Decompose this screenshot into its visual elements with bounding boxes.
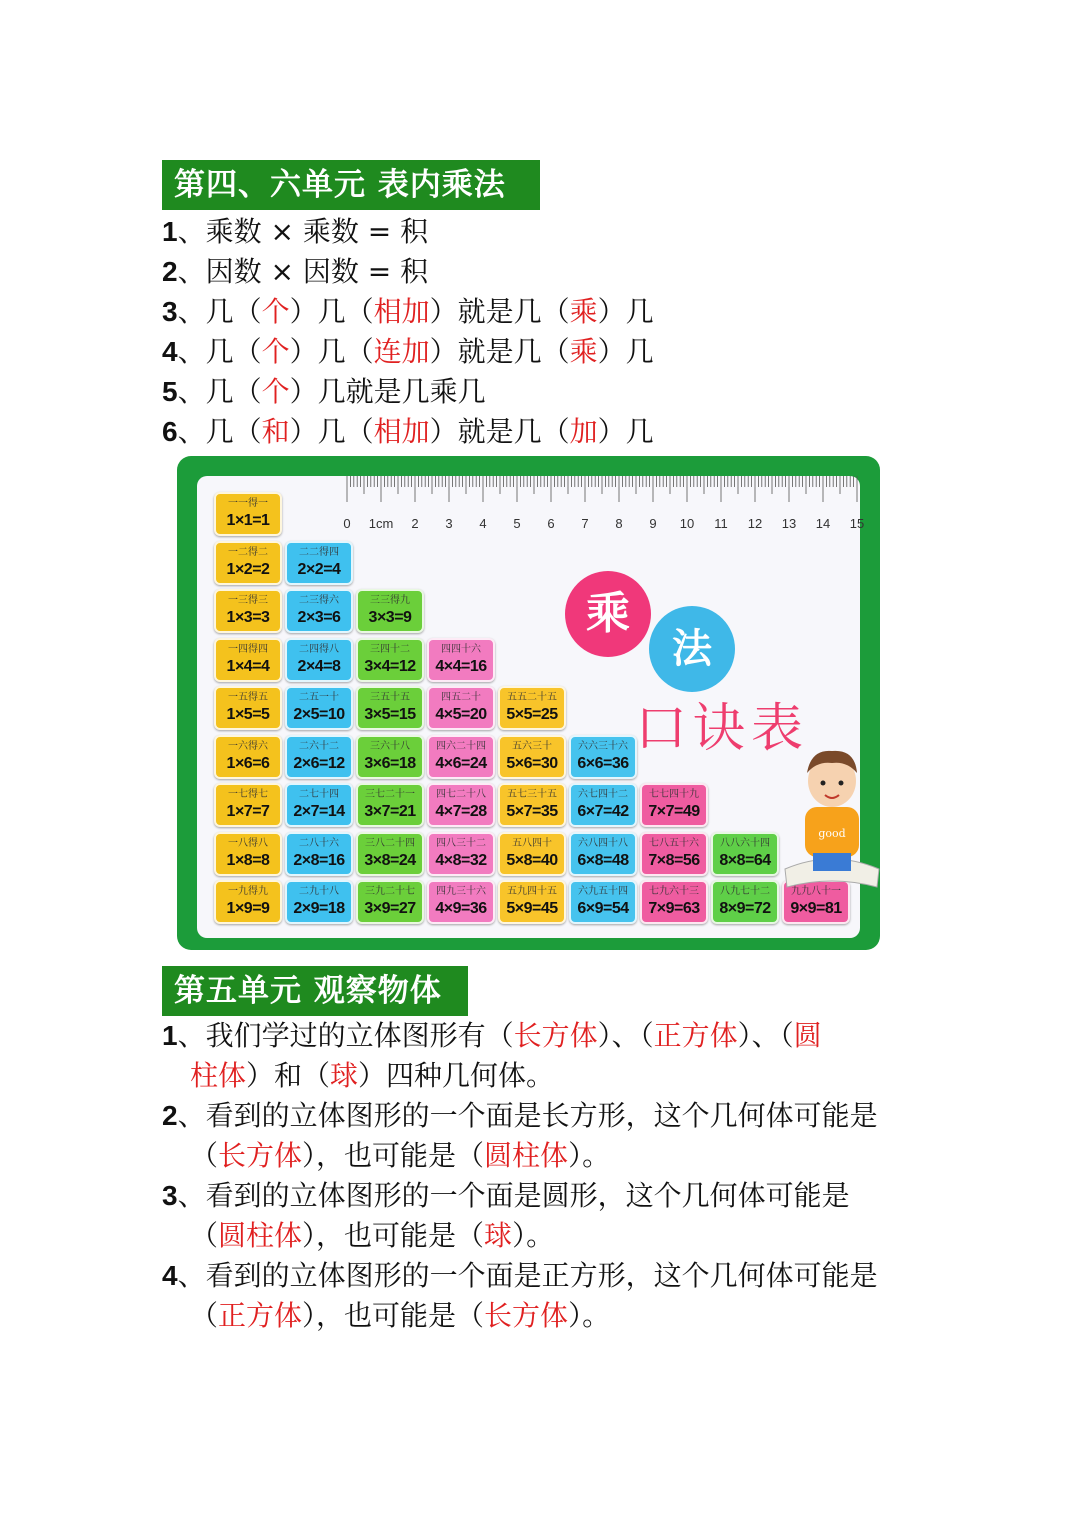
multiplication-notes [162, 212, 942, 452]
note-line [162, 1176, 942, 1216]
note-line [162, 1056, 942, 1096]
equation-text: 2×6=12 [293, 754, 345, 772]
answer-text: 长方体 [484, 1299, 569, 1332]
equation-text: 2×4=8 [297, 657, 341, 675]
rhyme-text: 五六三十 [512, 740, 552, 752]
rhyme-text: 二四得八 [299, 643, 339, 655]
multiplication-cell [214, 735, 282, 779]
rhyme-text: 三六十八 [370, 740, 410, 752]
answer-text: 球 [330, 1059, 359, 1092]
item-number: 2 [162, 256, 178, 287]
ruler-label: 11 [714, 516, 728, 531]
rhyme-text: 五八四十 [512, 837, 552, 849]
multiplication-cell [427, 880, 495, 924]
equation-text: 4×5=20 [435, 706, 487, 723]
equation-text: 5×5=25 [506, 706, 558, 723]
note-text: 、看到的立体图形的一个面是长方形，这个几何体可能是 [177, 1099, 878, 1132]
multiplication-cell [427, 783, 495, 827]
rhyme-text: 三七二十一 [365, 789, 415, 800]
equation-text: 5×7=35 [506, 803, 558, 820]
rhyme-text: 二八十六 [299, 837, 339, 849]
rhyme-text: 五七三十五 [507, 789, 557, 800]
ruler-label: 13 [781, 516, 797, 531]
equation-text: 3×5=15 [364, 706, 416, 723]
answer-text: 长方体 [218, 1139, 303, 1172]
note-line [162, 1136, 942, 1176]
rhyme-text: 四七二十八 [436, 789, 486, 800]
multiplication-cell [498, 880, 566, 924]
equation-text: 1×3=3 [226, 609, 270, 626]
rhyme-text: 一六得六 [228, 740, 268, 752]
equation-text: 2×5=10 [293, 706, 345, 723]
answer-text: 乘 [569, 295, 598, 328]
note-text: ）。 [512, 1219, 555, 1252]
note-text: ）几 [597, 335, 654, 368]
equation-text: 1×2=2 [226, 560, 270, 578]
ruler-label: 0 [343, 516, 351, 531]
item-number: 3 [162, 296, 178, 327]
multiplication-cell [498, 735, 566, 779]
multiplication-cell [285, 541, 353, 585]
multiplication-cell [285, 589, 353, 633]
ruler-label: 4 [479, 516, 487, 531]
answer-text: 正方体 [218, 1299, 303, 1332]
ruler-label: 3 [445, 516, 453, 531]
rhyme-text: 二五一十 [299, 692, 339, 703]
equation-text: 4×4=16 [435, 657, 487, 675]
item-number: 1 [162, 216, 178, 247]
rhyme-text: 一四得四 [228, 643, 268, 655]
multiplication-cell [356, 589, 424, 633]
ruler-label: 8 [615, 516, 623, 531]
note-text: ）。 [568, 1299, 611, 1332]
multiplication-cell [214, 832, 282, 876]
ruler-label: 15 [849, 516, 865, 531]
multiplication-cell [285, 880, 353, 924]
rhyme-text: 三五十五 [370, 692, 410, 703]
note-text: ）几 [597, 295, 654, 328]
equation-text: 2×3=6 [297, 609, 341, 626]
note-line [162, 1296, 942, 1336]
equation-text: 2×9=18 [293, 900, 345, 917]
multiplication-cell [214, 589, 282, 633]
equation-text: 7×9=63 [648, 900, 700, 917]
note-text: 、我们学过的立体图形有（ [177, 1019, 514, 1052]
equation-text: 3×4=12 [364, 657, 416, 675]
answer-text: 个 [261, 335, 290, 368]
equation-text: 9×9=81 [790, 900, 842, 917]
rhyme-text: 六八四十八 [578, 837, 628, 849]
note-text: ）几 [597, 415, 654, 448]
note-line [162, 212, 942, 252]
shirt-text: good [818, 827, 846, 840]
multiplication-cell [498, 686, 566, 730]
item-number: 3 [162, 1180, 178, 1211]
multiplication-cell [214, 783, 282, 827]
item-number: 6 [162, 416, 178, 447]
multiplication-cell [214, 880, 282, 924]
reading-child-illustration [777, 741, 887, 901]
multiplication-cell [356, 735, 424, 779]
item-number: 5 [162, 376, 178, 407]
note-text: 、几（ [177, 375, 262, 408]
equation-text: 8×8=64 [719, 851, 771, 869]
ruler-scale [342, 476, 862, 510]
rhyme-text: 一一得一 [228, 498, 268, 509]
rhyme-text: 二九十八 [299, 886, 339, 897]
multiplication-cell [640, 880, 708, 924]
rhyme-text: 五五二十五 [507, 692, 557, 703]
note-text: ）就是几（ [429, 295, 570, 328]
rhyme-text: 六七四十二 [578, 789, 628, 800]
multiplication-cell [356, 686, 424, 730]
multiplication-cell [569, 832, 637, 876]
note-text: ）、（ [597, 1019, 654, 1052]
equation-text: 1×1=1 [226, 512, 270, 529]
equation-text: 1×4=4 [226, 657, 270, 675]
multiplication-cell [356, 783, 424, 827]
note-text: 、几（ [177, 335, 262, 368]
equation-text: 2×8=16 [293, 851, 345, 869]
rhyme-text: 四六二十四 [436, 740, 486, 752]
item-number: 4 [162, 336, 178, 367]
note-line [162, 1216, 942, 1256]
equation-text: 1×9=9 [226, 900, 270, 917]
multiplication-cell [427, 735, 495, 779]
note-line [162, 1256, 942, 1296]
rhyme-text: 二七十四 [299, 789, 339, 800]
answer-text: 相加 [373, 415, 430, 448]
title-badge-method: 法 [649, 606, 735, 692]
note-text: ）几（ [289, 415, 374, 448]
note-line [162, 1016, 942, 1056]
multiplication-cell [569, 735, 637, 779]
note-text: ）、（ [737, 1019, 794, 1052]
note-text: ）几（ [289, 335, 374, 368]
multiplication-cell [711, 832, 779, 876]
rhyme-text: 八八六十四 [720, 837, 770, 849]
equation-text: 5×9=45 [506, 900, 558, 917]
note-text: ）和（ [246, 1059, 331, 1092]
equation-text: 3×3=9 [368, 609, 412, 626]
ruler-label: 2 [411, 516, 419, 531]
equation-text: 4×9=36 [435, 900, 487, 917]
note-line [162, 292, 942, 332]
multiplication-cell [569, 880, 637, 924]
multiplication-cell [285, 735, 353, 779]
multiplication-cell [640, 783, 708, 827]
equation-text: 6×7=42 [577, 803, 629, 820]
note-text: ）几就是几乘几 [289, 375, 486, 408]
ruler-label: 1cm [368, 516, 394, 531]
answer-text: 和 [261, 415, 290, 448]
answer-text: 乘 [569, 335, 598, 368]
observing-objects-notes [162, 1016, 942, 1336]
multiplication-cell [285, 638, 353, 682]
note-text: 、看到的立体图形的一个面是正方形，这个几何体可能是 [177, 1259, 878, 1292]
note-line [162, 1096, 942, 1136]
note-line [162, 252, 942, 292]
equation-text: 1×8=8 [226, 851, 270, 869]
rhyme-text: 八九七十二 [720, 886, 770, 897]
rhyme-text: 一九得九 [228, 886, 268, 897]
rhyme-text: 五九四十五 [507, 886, 557, 897]
rhyme-text: 二六十二 [299, 740, 339, 752]
note-text: 、乘数 × 乘数 = 积 [177, 215, 429, 248]
rhyme-text: 一八得八 [228, 837, 268, 849]
note-text: （ [190, 1299, 219, 1332]
note-line [162, 412, 942, 452]
rhyme-text: 七八五十六 [649, 837, 699, 849]
multiplication-cell [356, 880, 424, 924]
multiplication-cell [214, 638, 282, 682]
note-text: ）就是几（ [429, 415, 570, 448]
multiplication-cell [569, 783, 637, 827]
equation-text: 7×8=56 [648, 851, 700, 869]
multiplication-cell [427, 686, 495, 730]
note-text: ）。 [568, 1139, 611, 1172]
board-subtitle: 口诀表 [635, 699, 810, 759]
equation-text: 6×6=36 [577, 754, 629, 772]
equation-text: 6×8=48 [577, 851, 629, 869]
multiplication-cell [214, 686, 282, 730]
equation-text: 2×7=14 [293, 803, 345, 820]
note-text: ），也可能是（ [302, 1299, 485, 1332]
item-number: 1 [162, 1020, 178, 1051]
rhyme-text: 四五二十 [441, 692, 481, 703]
note-text: ）就是几（ [429, 335, 570, 368]
ruler-label: 12 [747, 516, 763, 531]
equation-text: 3×6=18 [364, 754, 416, 772]
multiplication-cell [427, 638, 495, 682]
answer-text: 相加 [373, 295, 430, 328]
note-text: ），也可能是（ [302, 1219, 485, 1252]
rhyme-text: 一五得五 [228, 692, 268, 703]
equation-text: 2×2=4 [297, 560, 341, 578]
ruler-label: 9 [649, 516, 657, 531]
answer-text: 个 [261, 295, 290, 328]
equation-text: 1×5=5 [226, 706, 270, 723]
rhyme-text: 三九二十七 [365, 886, 415, 897]
ruler-label: 10 [679, 516, 695, 531]
multiplication-cell [498, 832, 566, 876]
equation-text: 4×7=28 [435, 803, 487, 820]
answer-text: 连加 [373, 335, 430, 368]
equation-text: 8×9=72 [719, 900, 771, 917]
equation-text: 1×6=6 [226, 754, 270, 772]
multiplication-cell [285, 783, 353, 827]
rhyme-text: 六九五十四 [578, 886, 628, 897]
multiplication-cell [356, 638, 424, 682]
rhyme-text: 三三得九 [370, 595, 410, 606]
item-number: 2 [162, 1100, 178, 1131]
note-line [162, 332, 942, 372]
note-text: ）四种几何体。 [358, 1059, 555, 1092]
answer-text: 长方体 [513, 1019, 598, 1052]
multiplication-cell [214, 492, 282, 536]
board-face [197, 476, 865, 938]
section-title-multiplication: 第四、六单元 表内乘法 [162, 160, 540, 210]
multiplication-cell [285, 832, 353, 876]
multiplication-cell [427, 832, 495, 876]
equation-text: 5×8=40 [506, 851, 558, 869]
rhyme-text: 二二得四 [299, 546, 339, 558]
note-text: 、几（ [177, 415, 262, 448]
rhyme-text: 九九八十一 [791, 886, 841, 897]
answer-text: 圆 [793, 1019, 822, 1052]
rhyme-text: 七七四十九 [649, 789, 699, 800]
equation-text: 5×6=30 [506, 754, 558, 772]
rhyme-text: 三四十二 [370, 643, 410, 655]
answer-text: 圆柱体 [484, 1139, 569, 1172]
multiplication-cell [214, 541, 282, 585]
rhyme-text: 六六三十六 [578, 740, 628, 752]
ruler-label: 14 [815, 516, 831, 531]
answer-text: 正方体 [653, 1019, 738, 1052]
equation-text: 3×7=21 [364, 803, 416, 820]
rhyme-text: 一二得二 [228, 546, 268, 558]
rhyme-text: 四九三十六 [436, 886, 486, 897]
equation-text: 4×8=32 [435, 851, 487, 869]
multiplication-table-board [177, 456, 880, 950]
answer-text: 圆柱体 [218, 1219, 303, 1252]
ruler-label: 5 [513, 516, 521, 531]
note-text: 、看到的立体图形的一个面是圆形，这个几何体可能是 [177, 1179, 850, 1212]
section-title-observing-objects: 第五单元 观察物体 [162, 966, 468, 1016]
rhyme-text: 二三得六 [299, 595, 339, 606]
equation-text: 4×6=24 [435, 754, 487, 772]
rhyme-text: 一三得三 [228, 595, 268, 606]
note-text: 、因数 × 因数 = 积 [177, 255, 429, 288]
equation-text: 1×7=7 [226, 803, 270, 820]
title-badge-multiply: 乘 [565, 571, 651, 657]
rhyme-text: 三八二十四 [365, 837, 415, 849]
ruler-label: 7 [581, 516, 589, 531]
equation-text: 7×7=49 [648, 803, 700, 820]
multiplication-cell [711, 880, 779, 924]
rhyme-text: 七九六十三 [649, 886, 699, 897]
multiplication-cell [640, 832, 708, 876]
note-text: （ [190, 1139, 219, 1172]
answer-text: 个 [261, 375, 290, 408]
rhyme-text: 四八三十二 [436, 837, 486, 849]
multiplication-cell [356, 832, 424, 876]
item-number: 4 [162, 1260, 178, 1291]
equation-text: 3×8=24 [364, 851, 416, 869]
note-text: ）几（ [289, 295, 374, 328]
note-line [162, 372, 942, 412]
ruler-label: 6 [547, 516, 555, 531]
note-text: ），也可能是（ [302, 1139, 485, 1172]
multiplication-cell [498, 783, 566, 827]
multiplication-cell [285, 686, 353, 730]
note-text: 、几（ [177, 295, 262, 328]
equation-text: 3×9=27 [364, 900, 416, 917]
rhyme-text: 一七得七 [228, 789, 268, 800]
answer-text: 加 [569, 415, 598, 448]
note-text: （ [190, 1219, 219, 1252]
answer-text: 柱体 [190, 1059, 247, 1092]
rhyme-text: 四四十六 [441, 643, 481, 655]
equation-text: 6×9=54 [577, 900, 629, 917]
answer-text: 球 [484, 1219, 513, 1252]
